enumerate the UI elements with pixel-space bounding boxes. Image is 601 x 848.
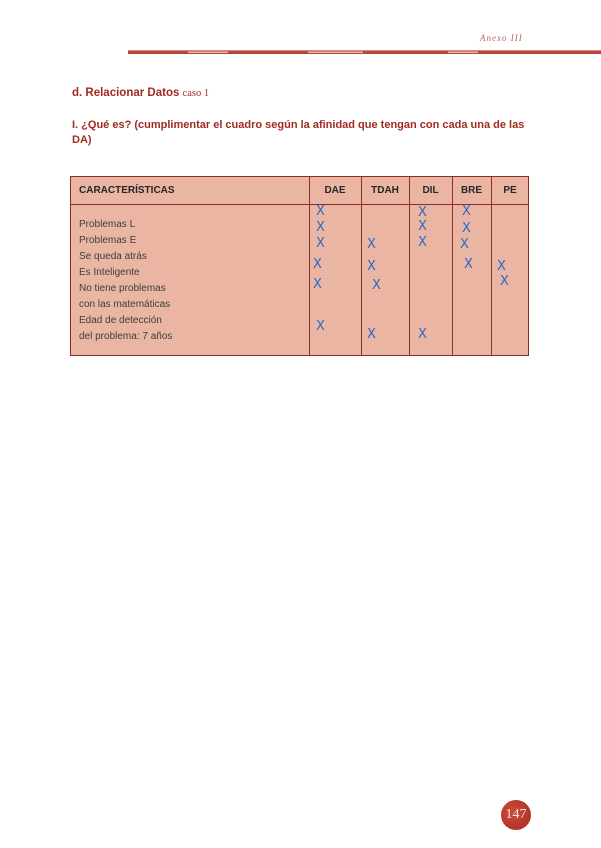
column-header-pe: PE xyxy=(503,185,517,196)
check-mark: X xyxy=(418,235,427,250)
page-number-badge: 147 xyxy=(501,800,531,830)
check-mark: X xyxy=(460,237,469,252)
row-label: Es Inteligente xyxy=(79,267,140,278)
column-divider xyxy=(491,177,492,355)
column-header-characteristics: CARACTERÍSTICAS xyxy=(79,185,175,196)
header-rule xyxy=(128,50,601,55)
row-label: No tiene problemas xyxy=(79,283,166,294)
row-label: Edad de detección xyxy=(79,315,162,326)
check-mark: X xyxy=(316,236,325,251)
column-divider xyxy=(452,177,453,355)
check-mark: X xyxy=(316,204,325,219)
column-header-tdah: TDAH xyxy=(371,185,399,196)
row-label: Problemas E xyxy=(79,235,137,246)
check-mark: X xyxy=(313,277,322,292)
column-header-dil: DIL xyxy=(422,185,439,196)
check-mark: X xyxy=(372,278,381,293)
row-label: con las matemáticas xyxy=(79,299,171,310)
check-mark: X xyxy=(367,259,376,274)
check-mark: X xyxy=(462,204,471,219)
column-divider xyxy=(361,177,362,355)
check-mark: X xyxy=(367,237,376,252)
column-divider xyxy=(309,177,310,355)
check-mark: X xyxy=(462,221,471,236)
characteristics-table xyxy=(70,176,529,356)
annex-label: Anexo III xyxy=(480,33,523,43)
check-mark: X xyxy=(313,257,322,272)
section-title: d. Relacionar Datos xyxy=(72,87,180,99)
column-header-bre: BRE xyxy=(460,185,483,196)
section-heading xyxy=(72,87,209,99)
check-mark: X xyxy=(418,327,427,342)
section-case-label: caso 1 xyxy=(182,88,210,99)
check-mark: X xyxy=(316,319,325,334)
column-header-dae: DAE xyxy=(324,185,346,196)
row-label: del problema: 7 años xyxy=(79,331,173,342)
check-mark: X xyxy=(418,205,427,220)
check-mark: X xyxy=(464,257,473,272)
question-text: I. ¿Qué es? (cumplimentar el cuadro según la afinidad que tengan con cada una de las DA) xyxy=(72,119,525,146)
row-label: Se queda atrás xyxy=(79,251,147,262)
check-mark: X xyxy=(497,259,506,274)
check-mark: X xyxy=(500,274,509,289)
check-mark: X xyxy=(316,220,325,235)
column-divider xyxy=(409,177,410,355)
check-mark: X xyxy=(367,327,376,342)
check-mark: X xyxy=(418,219,427,234)
row-label: Problemas L xyxy=(79,219,136,230)
